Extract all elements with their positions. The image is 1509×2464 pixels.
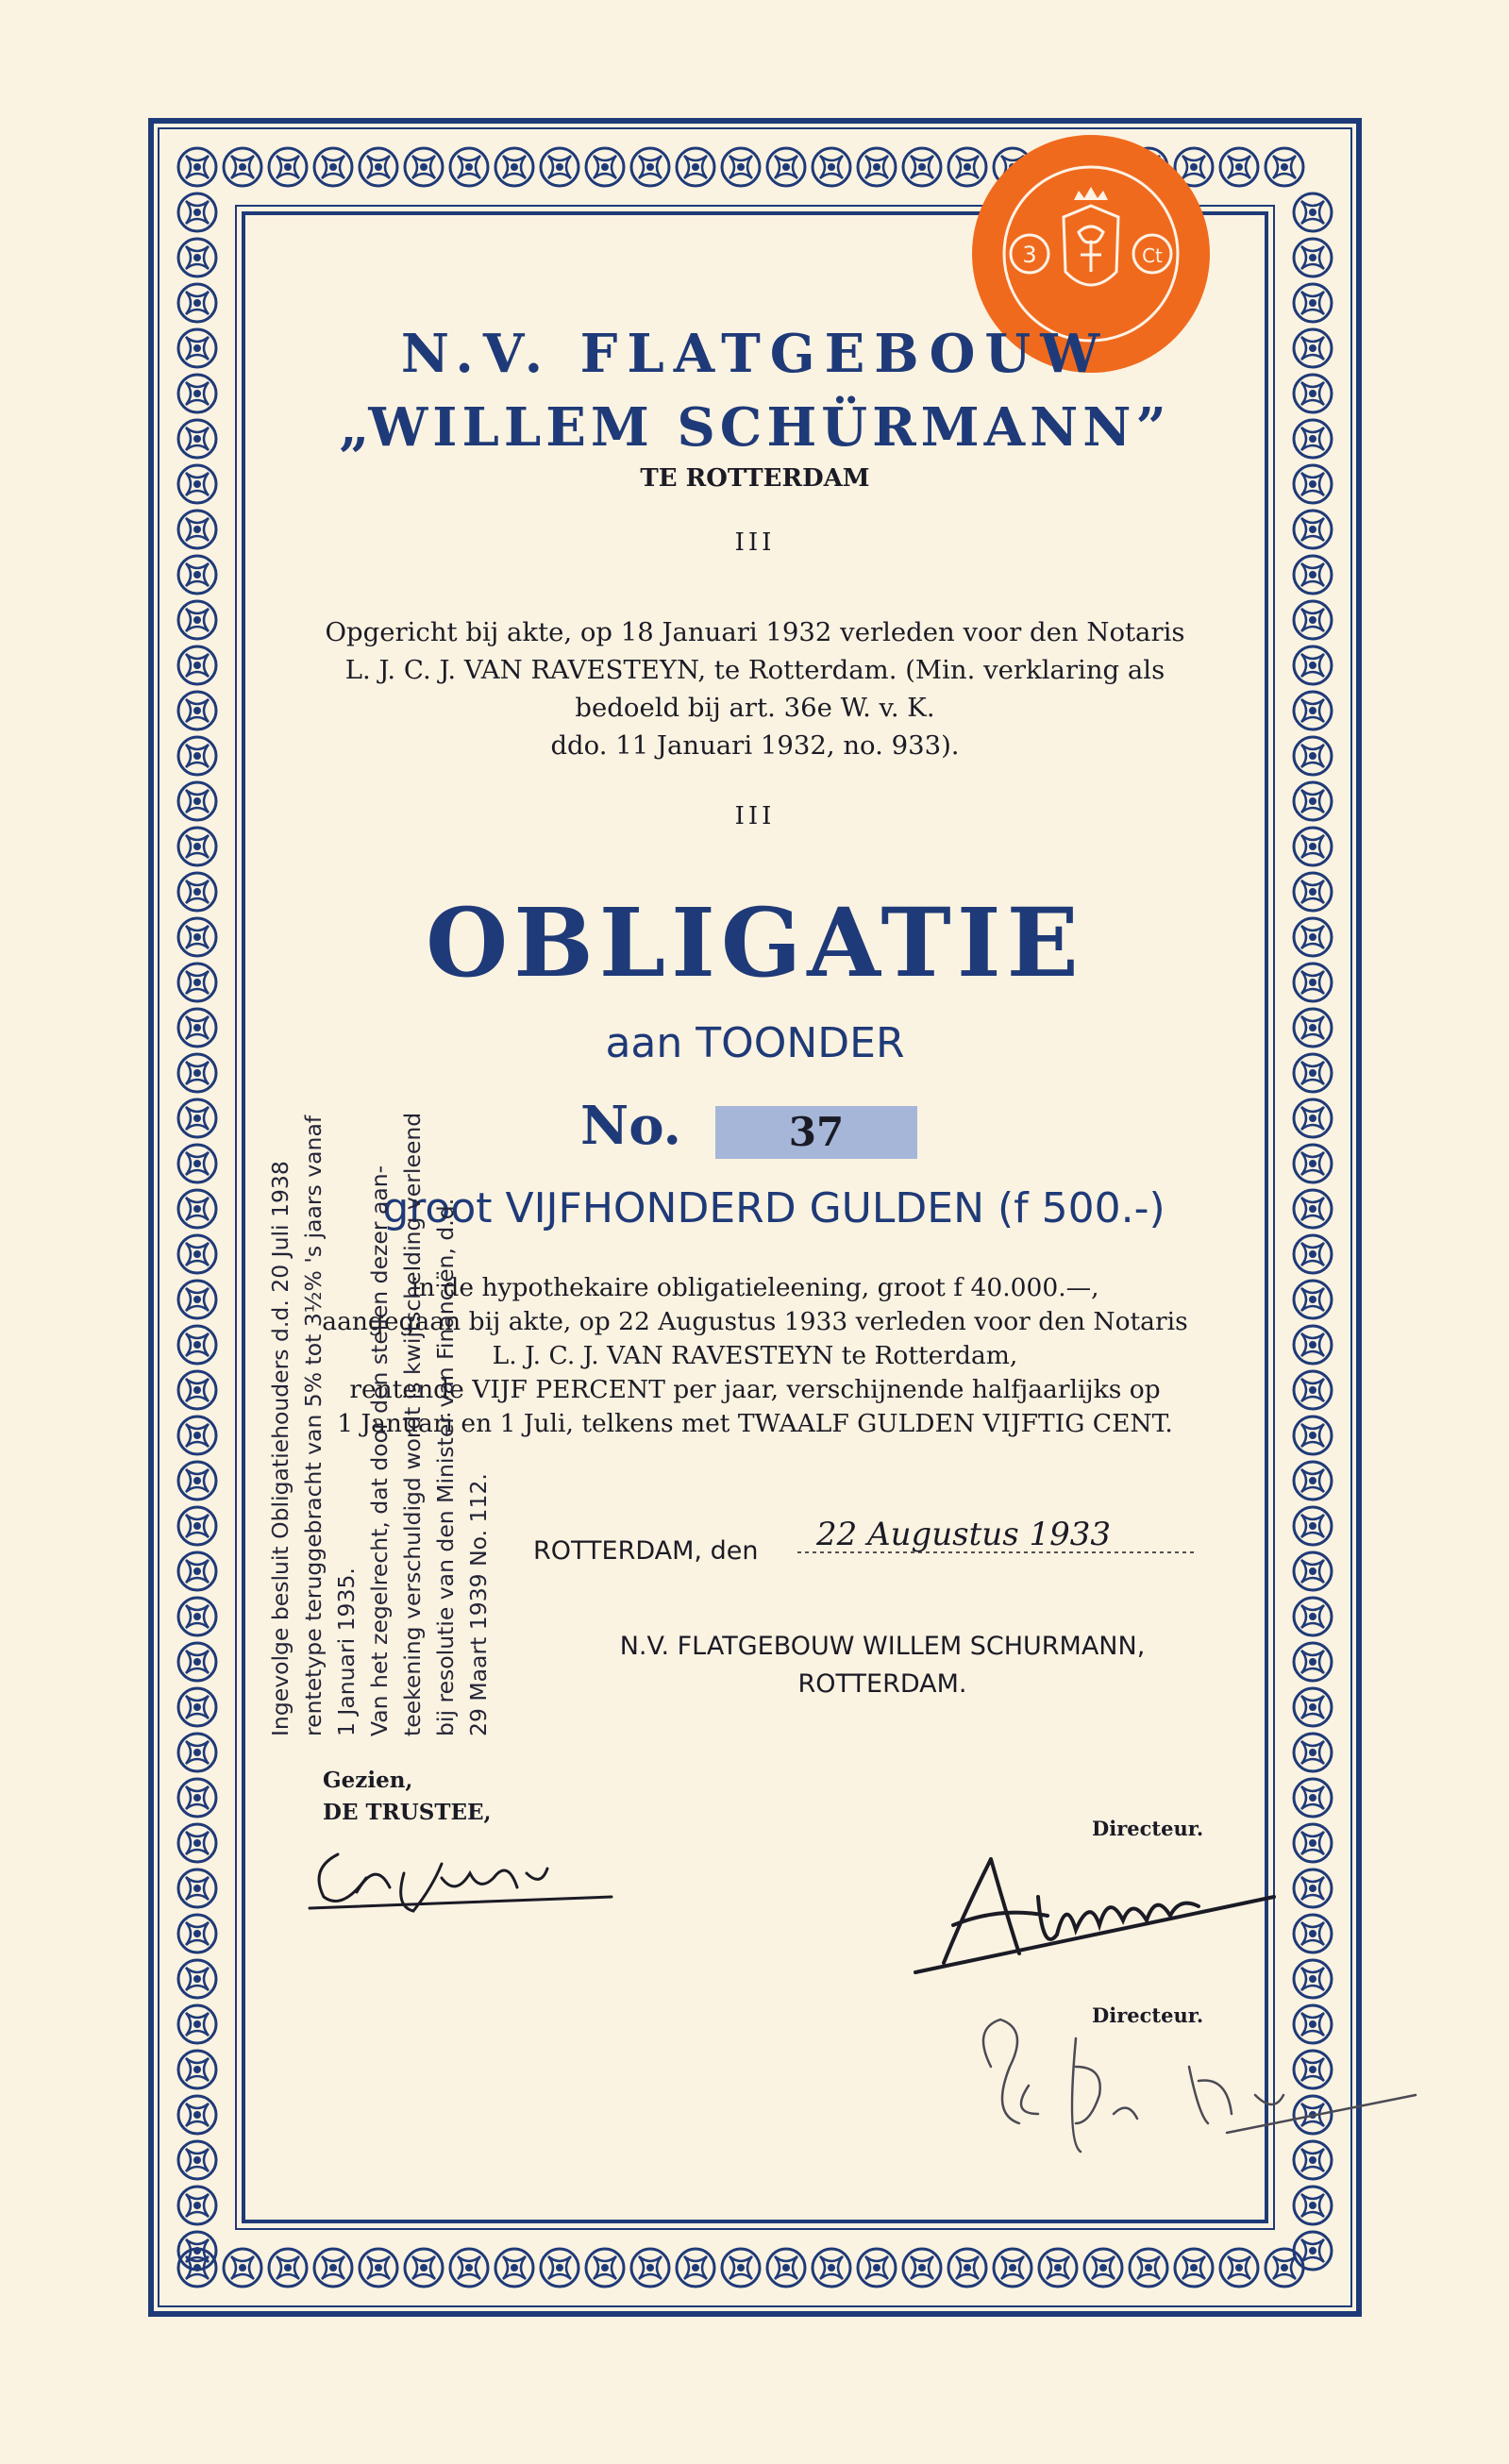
border-ornament — [405, 148, 443, 186]
border-ornament — [178, 148, 216, 186]
border-ornament — [541, 2249, 578, 2287]
border-ornament — [1294, 601, 1332, 639]
loan-line: L. J. C. J. VAN RAVESTEYN te Rotterdam, — [492, 1341, 1018, 1370]
border-ornament — [1294, 556, 1332, 594]
director-signature-1 — [897, 1840, 1293, 1982]
border-ornament — [178, 646, 216, 684]
company-location: TE ROTTERDAM — [640, 464, 870, 493]
stamp-line: 29 Maart 1939 No. 112. — [465, 1473, 492, 1736]
border-ornament — [178, 964, 216, 1001]
interest-reduction-stamp — [264, 1057, 495, 1736]
border-ornament — [178, 2187, 216, 2224]
border-ornament — [1294, 1869, 1332, 1907]
document-subtitle: aan TOONDER — [605, 1019, 905, 1067]
loan-line: in de hypothekaire obligatieleening, groot f 40.000.—, — [411, 1273, 1099, 1302]
border-ornament — [178, 1371, 216, 1409]
border-ornament — [178, 1099, 216, 1137]
stamp-line: bij resolutie van den Minister van Financiën, d.d. — [432, 1198, 459, 1736]
border-ornament — [1084, 2249, 1122, 2287]
border-ornament — [178, 465, 216, 503]
border-ornament — [178, 737, 216, 775]
border-ornament — [178, 2141, 216, 2179]
border-ornament — [948, 2249, 986, 2287]
border-ornament — [178, 284, 216, 322]
border-ornament — [178, 2096, 216, 2134]
border-ornament — [1294, 329, 1332, 367]
border-ornament — [360, 148, 397, 186]
border-ornament — [1294, 873, 1332, 911]
stamp-line: teekening verschuldigd wordt is kwijtschelding verleend — [399, 1112, 426, 1736]
border-ornament — [1130, 2249, 1167, 2287]
border-ornament — [1294, 284, 1332, 322]
border-ornament — [1294, 420, 1332, 458]
border-ornament — [1294, 1779, 1332, 1817]
border-ornament — [178, 1598, 216, 1635]
founding-line: L. J. C. J. VAN RAVESTEYN, te Rotterdam. (Min. verklaring als — [344, 655, 1165, 685]
stamp-line: Ingevolge besluit Obligatiehouders d.d. 20 Juli 1938 — [267, 1161, 293, 1736]
border-ornament — [1294, 2232, 1332, 2270]
border-ornament — [1294, 1145, 1332, 1182]
border-ornament — [813, 2249, 850, 2287]
founding-line: Opgericht bij akte, op 18 Januari 1932 verleden voor den Notaris — [325, 617, 1185, 647]
border-ornament — [178, 1824, 216, 1862]
border-ornament — [178, 1552, 216, 1590]
bond-number-label: No. — [580, 1095, 682, 1157]
border-ornament — [813, 148, 850, 186]
border-ornament — [1294, 964, 1332, 1001]
border-ornament — [1294, 1099, 1332, 1137]
border-ornament — [495, 2249, 533, 2287]
loan-line: aangegaan bij akte, op 22 Augustus 1933 verleden voor den Notaris — [322, 1307, 1188, 1336]
border-ornament — [1294, 2187, 1332, 2224]
border-ornament — [1294, 1507, 1332, 1545]
stamp-line: 1 Januari 1935. — [333, 1567, 360, 1736]
border-ornament — [1294, 1598, 1332, 1635]
border-ornament — [1294, 1734, 1332, 1771]
border-ornament — [1039, 2249, 1077, 2287]
border-ornament — [1294, 737, 1332, 775]
border-ornament — [495, 148, 533, 186]
border-ornament — [1294, 193, 1332, 231]
border-ornament — [178, 1416, 216, 1454]
border-ornament — [178, 1869, 216, 1907]
border-ornament — [178, 1281, 216, 1318]
border-ornament — [631, 2249, 669, 2287]
border-ornament — [1294, 465, 1332, 503]
border-ornament — [178, 420, 216, 458]
stamp-line: rentetype teruggebracht van 5% tot 3½% 's jaars vanaf — [300, 1115, 327, 1736]
trustee-signature — [300, 1821, 621, 1925]
seal-value-right: Ct — [1142, 244, 1163, 267]
border-ornament — [1294, 1552, 1332, 1590]
handwritten-date — [797, 1515, 1194, 1590]
border-ornament — [1294, 1054, 1332, 1092]
director-label-2: Directeur. — [1092, 2003, 1204, 2027]
border-ornament — [631, 148, 669, 186]
border-ornament — [450, 2249, 488, 2287]
border-ornament — [1294, 692, 1332, 729]
border-ornament — [586, 148, 624, 186]
border-ornament — [178, 918, 216, 956]
issuer-name — [528, 1628, 1236, 1703]
border-ornament — [903, 2249, 941, 2287]
founding-line: bedoeld bij art. 36e W. v. K. — [575, 693, 935, 723]
director-label-1: Directeur. — [1092, 1817, 1204, 1840]
divider-mark: III — [734, 528, 776, 557]
border-ornament — [178, 782, 216, 820]
border-ornament — [178, 1779, 216, 1817]
border-ornament — [178, 601, 216, 639]
border-ornament — [178, 873, 216, 911]
border-ornament — [178, 511, 216, 548]
border-ornament — [178, 1960, 216, 1998]
border-ornament — [1294, 1009, 1332, 1047]
border-ornament — [178, 1643, 216, 1681]
border-ornament — [178, 1507, 216, 1545]
border-ornament — [541, 148, 578, 186]
place-date-label: ROTTERDAM, den — [533, 1536, 759, 1566]
border-ornament — [178, 329, 216, 367]
border-ornament — [178, 2005, 216, 2043]
border-ornament — [314, 148, 352, 186]
founding-line: ddo. 11 Januari 1932, no. 933). — [550, 730, 960, 761]
border-ornament — [178, 692, 216, 729]
border-ornament — [994, 2249, 1031, 2287]
border-ornament — [1294, 1281, 1332, 1318]
stamp-line: Van het zegelrecht, dat door den stellen dezer aan- — [366, 1165, 393, 1736]
border-ornament — [1220, 148, 1258, 186]
border-ornament — [1294, 782, 1332, 820]
border-ornament — [178, 193, 216, 231]
bond-number-value: 37 — [715, 1106, 917, 1159]
loan-line: rentende VIJF PERCENT per jaar, verschijnende halfjaarlijks op — [349, 1375, 1161, 1404]
border-ornament — [178, 1688, 216, 1726]
border-ornament — [269, 148, 307, 186]
border-ornament — [224, 148, 261, 186]
border-ornament — [1220, 2249, 1258, 2287]
border-ornament — [1294, 1824, 1332, 1862]
trustee-seen-label: Gezien, — [323, 1768, 413, 1793]
border-ornament — [1294, 918, 1332, 956]
border-ornament — [1294, 1462, 1332, 1500]
divider-mark: III — [734, 802, 776, 830]
border-ornament — [1294, 1416, 1332, 1454]
border-ornament — [178, 828, 216, 865]
trustee-block — [323, 1765, 492, 1829]
founding-statement — [302, 613, 1208, 764]
border-ornament — [178, 1235, 216, 1273]
border-ornament — [722, 148, 760, 186]
border-ornament — [677, 148, 714, 186]
border-ornament — [1266, 148, 1303, 186]
border-ornament — [767, 2249, 805, 2287]
border-ornament — [586, 2249, 624, 2287]
border-ornament — [1294, 1235, 1332, 1273]
director-signature-2 — [972, 2010, 1444, 2180]
border-ornament — [269, 2249, 307, 2287]
border-ornament — [1266, 2249, 1303, 2287]
border-ornament — [178, 239, 216, 277]
border-ornament — [1294, 375, 1332, 412]
border-ornament — [903, 148, 941, 186]
loan-line: 1 Januari en 1 Juli, telkens met TWAALF GULDEN VIJFTIG CENT. — [337, 1409, 1173, 1438]
border-ornament — [178, 1054, 216, 1092]
company-name-line1: N.V. FLATGEBOUW — [400, 323, 1110, 385]
border-ornament — [1294, 1960, 1332, 1998]
border-ornament — [1294, 1326, 1332, 1364]
border-ornament — [1294, 1643, 1332, 1681]
border-ornament — [1294, 646, 1332, 684]
border-ornament — [178, 1190, 216, 1228]
issuer-line: ROTTERDAM. — [797, 1669, 967, 1699]
border-ornament — [450, 148, 488, 186]
border-ornament — [858, 2249, 896, 2287]
border-ornament — [178, 1734, 216, 1771]
document-title: OBLIGATIE — [426, 887, 1084, 998]
border-ornament — [405, 2249, 443, 2287]
border-ornament — [1294, 828, 1332, 865]
border-ornament — [224, 2249, 261, 2287]
border-ornament — [178, 556, 216, 594]
border-ornament — [178, 1145, 216, 1182]
border-ornament — [1294, 1190, 1332, 1228]
trustee-label: DE TRUSTEE, — [323, 1800, 492, 1825]
border-ornament — [178, 1009, 216, 1047]
border-ornament — [677, 2249, 714, 2287]
company-name-line2: „WILLEM SCHÜRMANN” — [339, 396, 1171, 459]
border-ornament — [1294, 1371, 1332, 1409]
border-ornament — [1294, 1688, 1332, 1726]
border-ornament — [178, 375, 216, 412]
border-ornament — [360, 2249, 397, 2287]
border-ornament — [178, 1326, 216, 1364]
seal-value-left: 3 — [1022, 242, 1037, 268]
border-ornament — [1294, 511, 1332, 548]
bond-amount: groot VIJFHONDERD GULDEN (f 500.-) — [382, 1184, 1165, 1232]
border-ornament — [178, 1462, 216, 1500]
border-ornament — [722, 2249, 760, 2287]
border-ornament — [314, 2249, 352, 2287]
border-ornament — [1294, 239, 1332, 277]
handwritten-date-text: 22 Augustus 1933 — [816, 1516, 1111, 1553]
border-ornament — [178, 1915, 216, 1953]
border-ornament — [1294, 1915, 1332, 1953]
border-ornament — [178, 2051, 216, 2088]
border-ornament — [858, 148, 896, 186]
border-ornament — [1175, 2249, 1213, 2287]
border-ornament — [767, 148, 805, 186]
issuer-line: N.V. FLATGEBOUW WILLEM SCHURMANN, — [619, 1632, 1146, 1661]
